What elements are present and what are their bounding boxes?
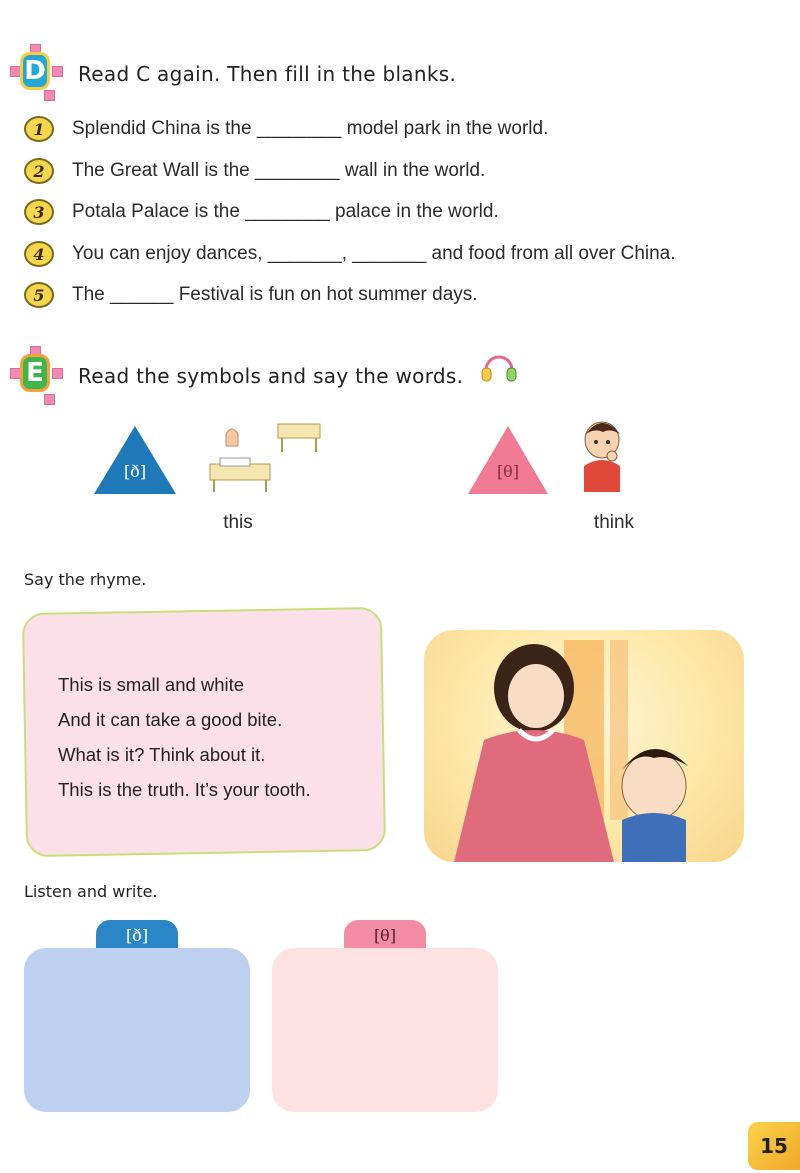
item-text: You can enjoy dances, _______, _______ and food from all over China. [72,243,676,264]
eth-tab: [ð] [96,920,178,950]
section-e-letter: E [20,354,50,392]
theta-writing-box[interactable] [272,948,498,1112]
section-d-badge [10,44,62,104]
listen-title: Listen and write. [24,882,158,901]
list-item [24,114,548,144]
thinking-boy-illustration [578,416,628,496]
symbol-theta-label: [θ] [496,462,520,481]
list-item [24,239,676,269]
list-item [24,197,499,227]
item-text: The ______ Festival is fun on hot summer days. [72,284,478,305]
symbol-triangle-eth [94,426,176,496]
item-number: 1 [24,116,54,142]
mother-and-son-illustration [424,630,744,862]
item-text: The Great Wall is the ________ wall in the world. [72,160,486,181]
list-item [24,280,478,310]
item-number: 2 [24,158,54,184]
rhyme-title: Say the rhyme. [24,570,147,589]
rhyme-line: What is it? Think about it. [58,744,266,765]
symbol-eth-label: [ð] [123,462,147,481]
item-text: Splendid China is the ________ model park in the world. [72,118,549,139]
rhyme-line: And it can take a good bite. [58,709,283,730]
theta-tab: [θ] [344,920,426,950]
eth-writing-box[interactable] [24,948,250,1112]
item-number: 3 [24,199,54,225]
item-text: Potala Palace is the ________ palace in the world. [72,201,499,222]
item-number: 5 [24,282,54,308]
section-d-title: Read C again. Then fill in the blanks. [78,62,457,86]
rhyme-card [22,607,386,857]
rhyme-line: This is small and white [58,674,245,695]
headphones-icon[interactable] [478,348,520,384]
section-e-title: Read the symbols and say the words. [78,364,464,388]
desk-pointing-illustration [204,418,324,494]
page-number: 15 [748,1122,800,1170]
word-this: this [223,512,253,533]
section-d-letter: D [20,52,50,90]
rhyme-line: This is the truth. It’s your tooth. [58,779,311,800]
section-e-badge [10,346,62,406]
item-number: 4 [24,241,54,267]
symbol-triangle-theta [468,426,548,496]
word-think: think [593,512,635,533]
list-item [24,156,485,186]
